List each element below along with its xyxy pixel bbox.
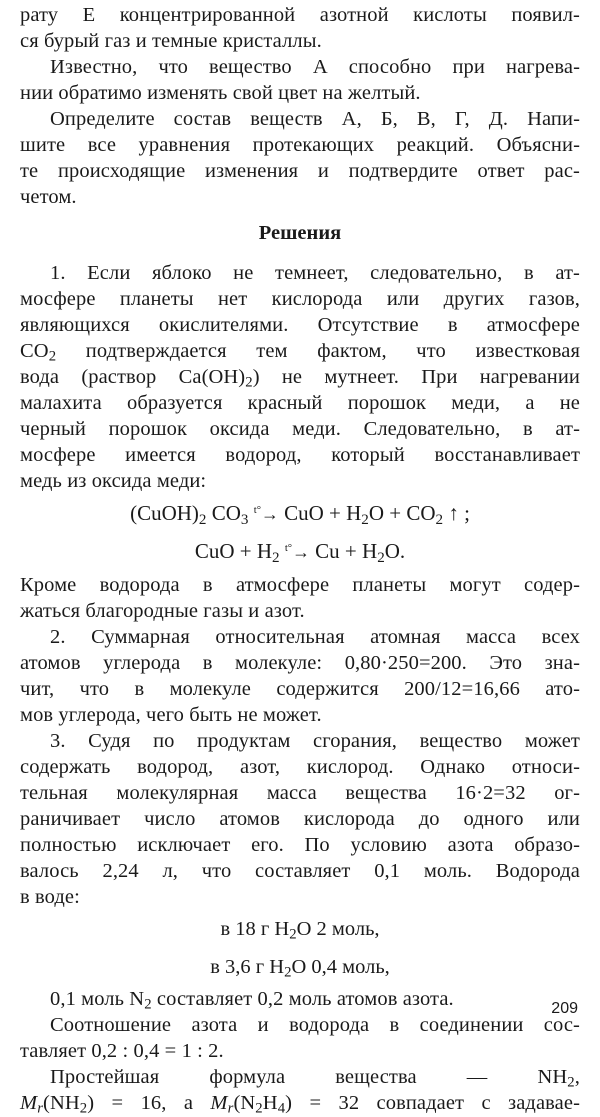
text-line: тавляет 0,2 : 0,4 = 1 : 2.	[20, 1040, 224, 1062]
text-line: $CO_2$ подтверждается тем фактом, что известковая	[20, 340, 580, 365]
text-line: мов углерода, чего быть не может.	[20, 704, 322, 726]
page-number: 209	[551, 1000, 578, 1017]
centered-formula-line: в 3,6 г $H_2O$ 0,4 моль,	[210, 956, 390, 981]
text-line: 0,1 моль $N_2$ составляет 0,2 моль атомов азота.	[50, 988, 454, 1013]
text-line: Известно, что вещество А способно при нагрева-	[50, 56, 580, 78]
equation-malachite-decomposition: $(CuOH)_2$ $CO_3$ $^{t^\circ}$→ CuO + $H_2O + CO_2$ ↑ ;	[130, 501, 470, 528]
text-line: в воде:	[20, 886, 80, 908]
text-line: Определите состав веществ А, Б, В, Г, Д. Напи-	[50, 108, 580, 130]
text-line: валось 2,24 л, что составляет 0,1 моль. Водорода	[20, 860, 580, 882]
text-line: являющихся окислителями. Отсутствие в атмосфере	[20, 314, 580, 336]
text-line: четом.	[20, 186, 77, 208]
text-line: вода (раствор $Ca(OH)_2$) не мутнеет. При нагревании	[20, 366, 580, 391]
text-line: Кроме водорода в атмосфере планеты могут содер-	[20, 574, 580, 596]
text-line: медь из оксида меди:	[20, 470, 207, 492]
text-line: Простейшая формула вещества — $NH_2$,	[50, 1066, 580, 1091]
text-line: Соотношение азота и водорода в соединении сос-	[50, 1014, 580, 1036]
text-line: мосфере имеется водород, который восстанавливает	[20, 444, 580, 466]
text-line: раничивает число атомов кислорода до одного или	[20, 808, 580, 830]
text-line: нии обратимо изменять свой цвет на желтый.	[20, 82, 421, 104]
section-heading: Решения	[258, 222, 342, 244]
text-line: $M_r(NH_2) = 16$, а $M_r(N_2H_4) = 32$ совпадает с задавае-	[20, 1092, 580, 1117]
text-line: 3. Судя по продуктам сгорания, вещество может	[50, 730, 580, 752]
text-line: атомов углерода в молекуле: 0,80·250=200. Это зна-	[20, 652, 580, 674]
text-line: малахита образуется красный порошок меди, а не	[20, 392, 580, 414]
text-line: рату Е концентрированной азотной кислоты появил-	[20, 4, 580, 26]
text-line: шите все уравнения протекающих реакций. Объясни-	[20, 134, 580, 156]
equation-copper-reduction: CuO + $H_2$ $^{t^\circ}\to Cu + H_2O$.	[194, 539, 406, 566]
text-line: чит, что в молекуле содержится 200/12=16,66 ато-	[20, 678, 580, 700]
text-line: полностью исключает его. По условию азота образо-	[20, 834, 580, 856]
text-line: содержать водород, азот, кислород. Однако относи-	[20, 756, 580, 778]
text-line: жаться благородные газы и азот.	[20, 600, 305, 622]
text-line: черный порошок оксида меди. Следовательно, в ат-	[20, 418, 580, 440]
text-line: 1. Если яблоко не темнеет, следовательно, в ат-	[50, 262, 580, 284]
text-line: те происходящие изменения и подтвердите ответ рас-	[20, 160, 580, 182]
centered-formula-line: в 18 г $H_2O$ 2 моль,	[220, 918, 380, 943]
page-text	[20, 2, 580, 1116]
text-line: мосфере планеты нет кислорода или других газов,	[20, 288, 580, 310]
text-line: ся бурый газ и темные кристаллы.	[20, 30, 322, 52]
text-line: тельная молекулярная масса вещества 16·2=32 ог-	[20, 782, 580, 804]
text-line: 2. Суммарная относительная атомная масса всех	[50, 626, 580, 648]
